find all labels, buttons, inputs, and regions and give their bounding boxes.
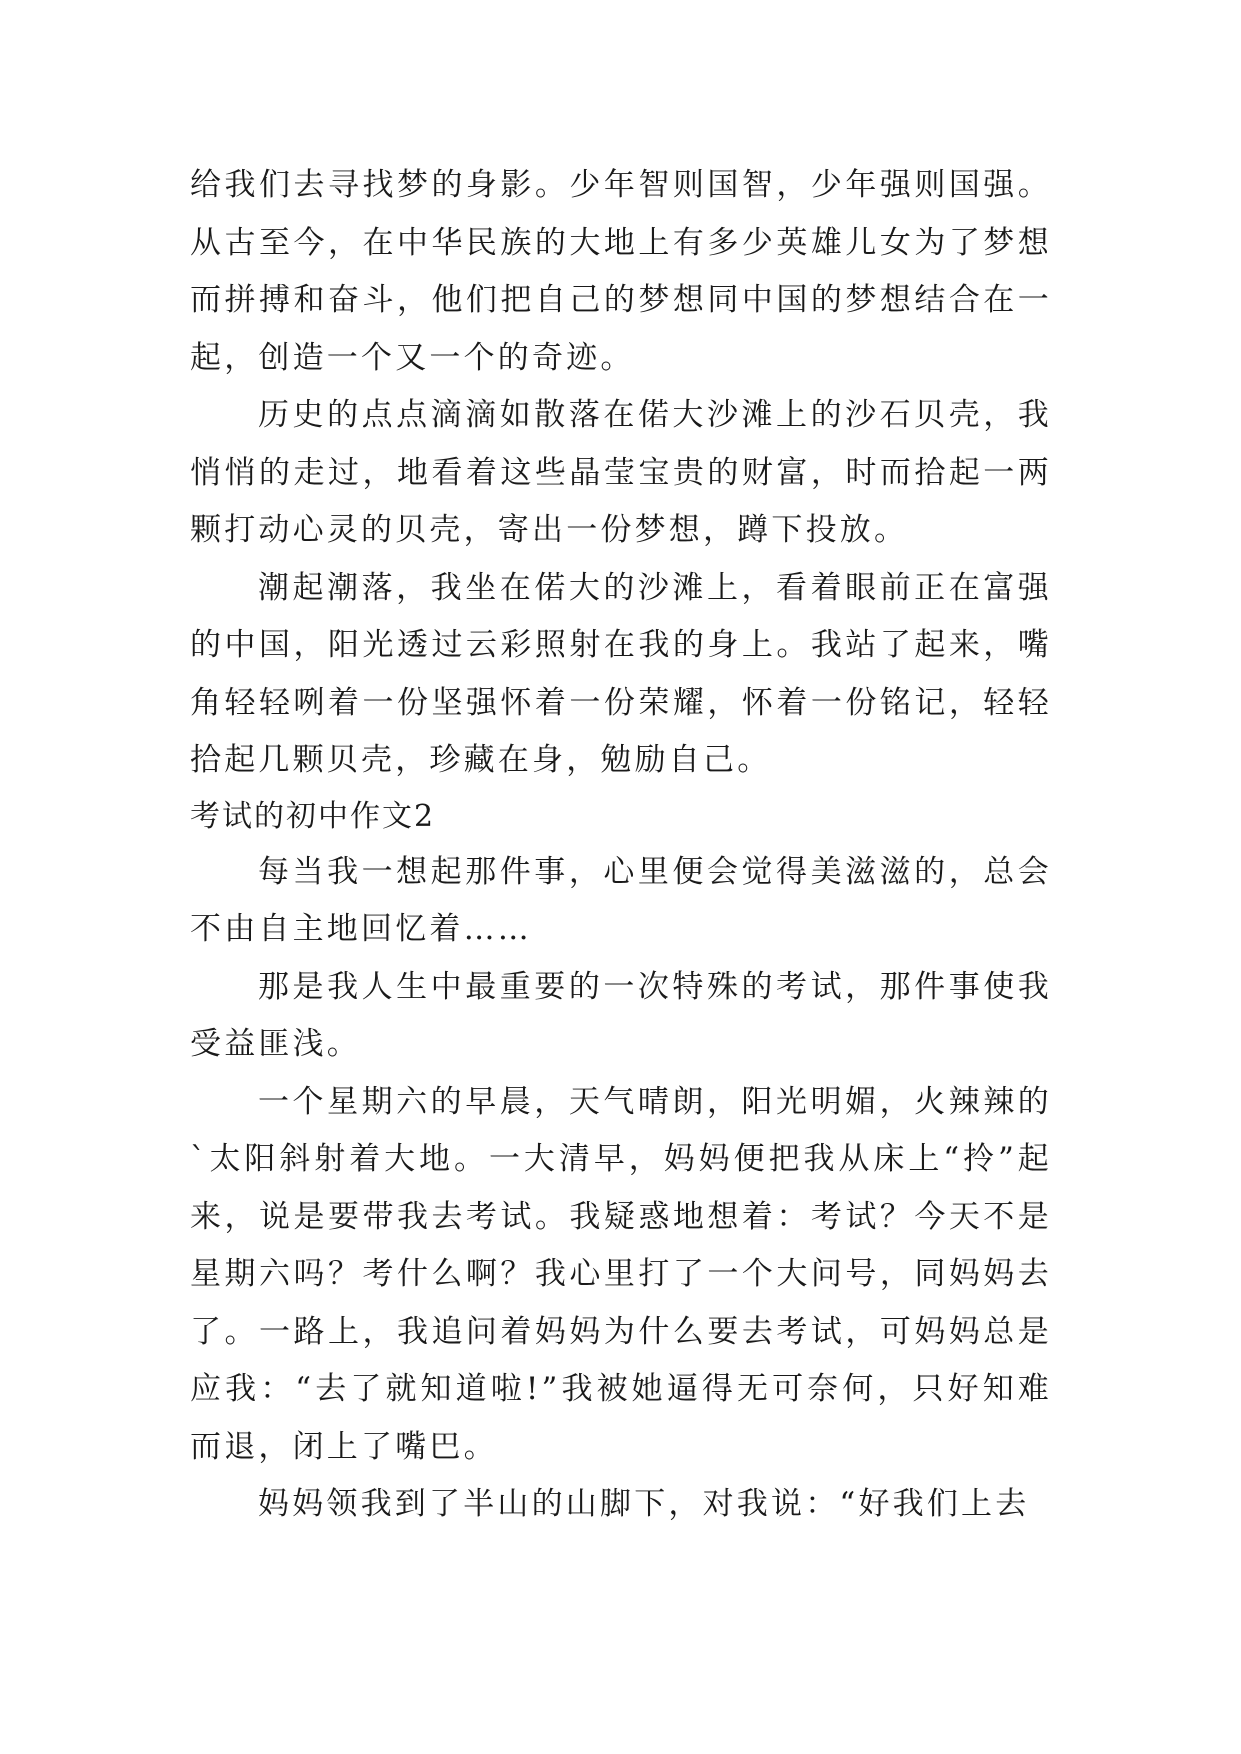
paragraph-mountain-foot: 妈妈领我到了半山的山脚下，对我说：“好我们上去 — [258, 1486, 1030, 1522]
document-page — [190, 157, 1052, 1534]
essay-title: 考试的初中作文2 — [190, 798, 436, 834]
paragraph-tide: 潮起潮落，我坐在偌大的沙滩上，看着眼前正在富强的中国，阳光透过云彩照射在我的身上。我站了起来，嘴角轻轻咧着一份坚强怀着一份荣耀，怀着一份铭记，轻轻拾起几颗贝壳，珍藏在身，勉励自己。 — [190, 569, 1052, 778]
paragraph-memory: 每当我一想起那件事，心里便会觉得美滋滋的，总会不由自主地回忆着…… — [190, 853, 1052, 947]
paragraph-continued: 给我们去寻找梦的身影。少年智则国智，少年强则国强。从古至今，在中华民族的大地上有多少英雄儿女为了梦想而拼搏和奋斗，他们把自己的梦想同中国的梦想结合在一起，创造一个又一个的奇迹。 — [190, 167, 1052, 376]
paragraph-saturday-morning: 一个星期六的早晨，天气晴朗，阳光明媚，火辣辣的`太阳斜射着大地。一大清早，妈妈便把我从床上“拎”起来，说是要带我去考试。我疑惑地想着：考试？今天不是星期六吗？考什么啊？我心里打了一个大问号，同妈妈去了。一路上，我追问着妈妈为什么要去考试，可妈妈总是应我：“去了就知道啦!”我被她逼得无可奈何，只好知难而退，闭上了嘴巴。 — [190, 1083, 1052, 1465]
paragraph-special-exam: 那是我人生中最重要的一次特殊的考试，那件事使我受益匪浅。 — [190, 968, 1052, 1062]
paragraph-history-shells: 历史的点点滴滴如散落在偌大沙滩上的沙石贝壳，我悄悄的走过，地看着这些晶莹宝贵的财富，时而拾起一两颗打动心灵的贝壳，寄出一份梦想，蹲下投放。 — [190, 397, 1052, 548]
